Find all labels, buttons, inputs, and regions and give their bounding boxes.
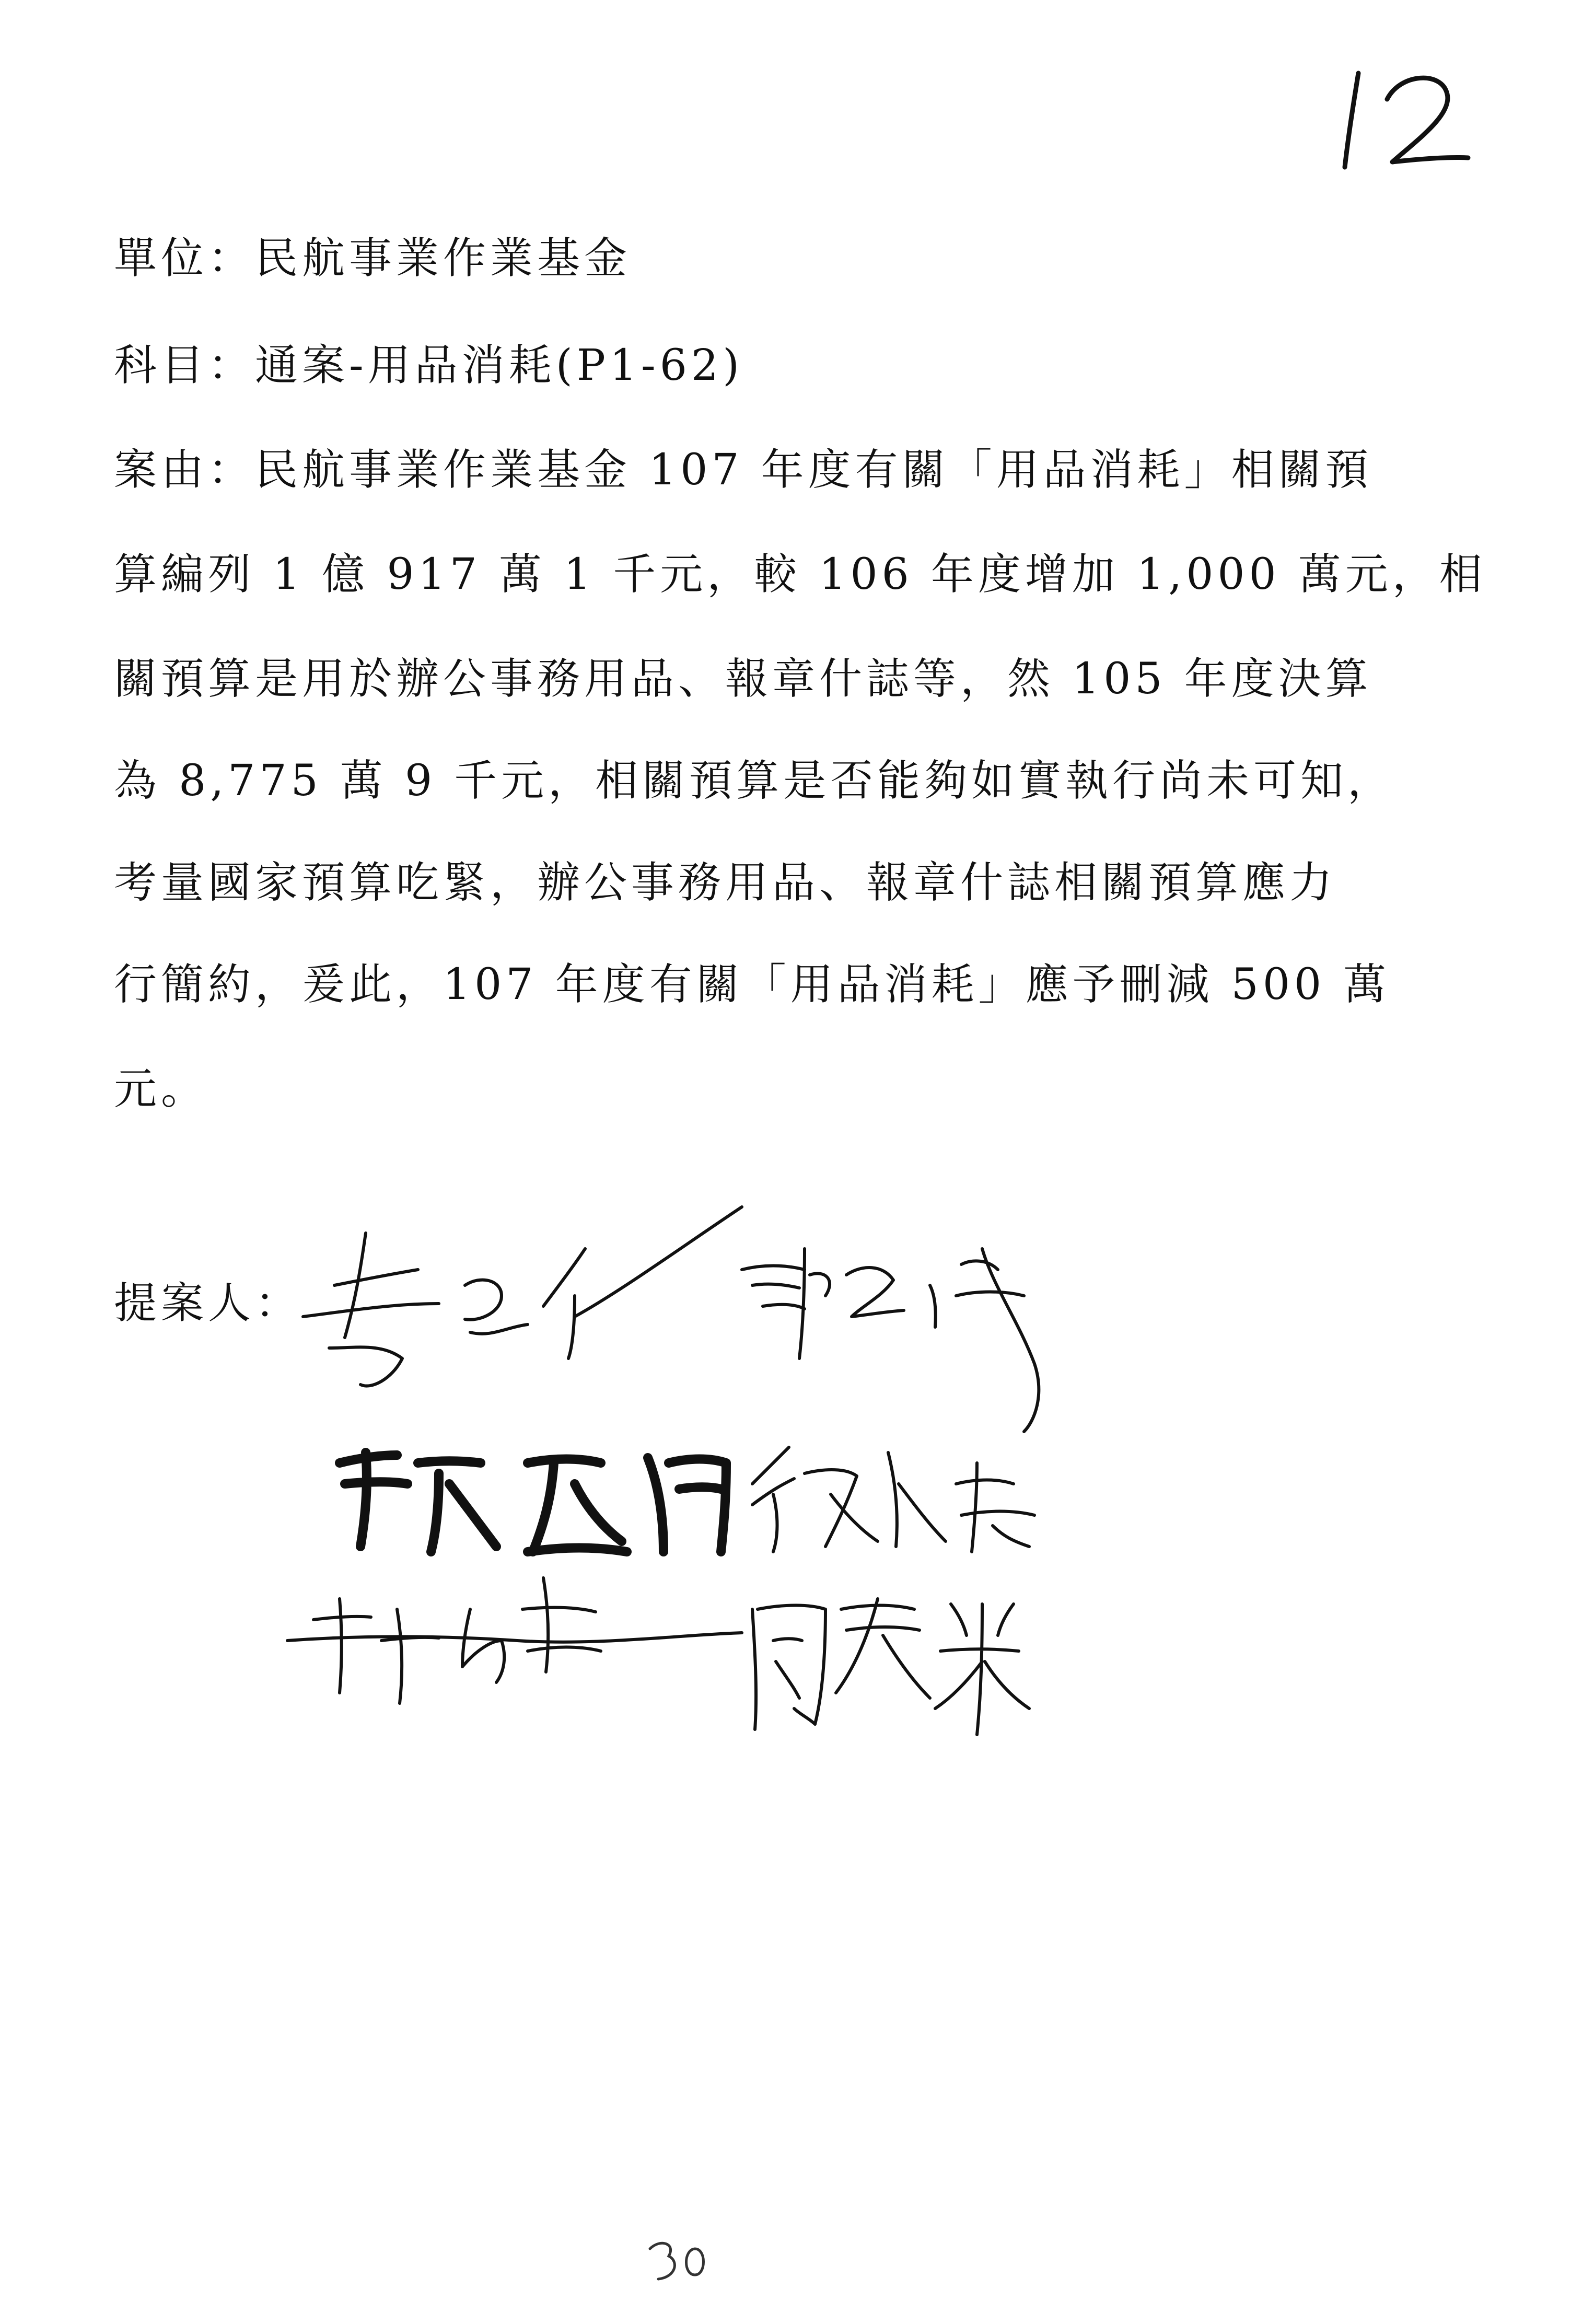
signature-3: [340, 1452, 726, 1552]
case-line: 行簡約，爰此，107 年度有關「用品消耗」應予刪減 500 萬: [114, 960, 1391, 1009]
signature-2: [742, 1249, 1039, 1432]
handwritten-page-mark: [1337, 63, 1473, 178]
handwritten-30-icon: [643, 2231, 716, 2288]
signature-4: [752, 1447, 1034, 1552]
handwritten-12-icon: [1337, 63, 1473, 178]
handwritten-signatures-icon: [282, 1191, 1149, 1745]
signature-block: [282, 1191, 1149, 1745]
case-line: 關預算是用於辦公事務用品、報章什誌等，然 105 年度決算: [114, 654, 1372, 704]
subject-line: 科目：通案-用品消耗(P1-62): [114, 341, 744, 390]
case-line: 案由：民航事業作業基金 107 年度有關「用品消耗」相關預: [114, 445, 1372, 495]
case-line: 考量國家預算吃緊，辦公事務用品、報章什誌相關預算應力: [114, 858, 1337, 908]
unit-line: 單位：民航事業作業基金: [114, 234, 632, 283]
case-line: 為 8,775 萬 9 千元，相關預算是否能夠如實執行尚未可知，: [114, 756, 1395, 806]
signature-5: [287, 1578, 742, 1703]
signature-1: [303, 1207, 742, 1386]
proposer-label: 提案人：: [114, 1279, 302, 1328]
case-line: 元。: [114, 1064, 208, 1114]
handwritten-page-number: [643, 2231, 716, 2288]
signature-6: [752, 1599, 1029, 1735]
case-line: 算編列 1 億 917 萬 1 千元，較 106 年度增加 1,000 萬元，相: [114, 550, 1486, 599]
